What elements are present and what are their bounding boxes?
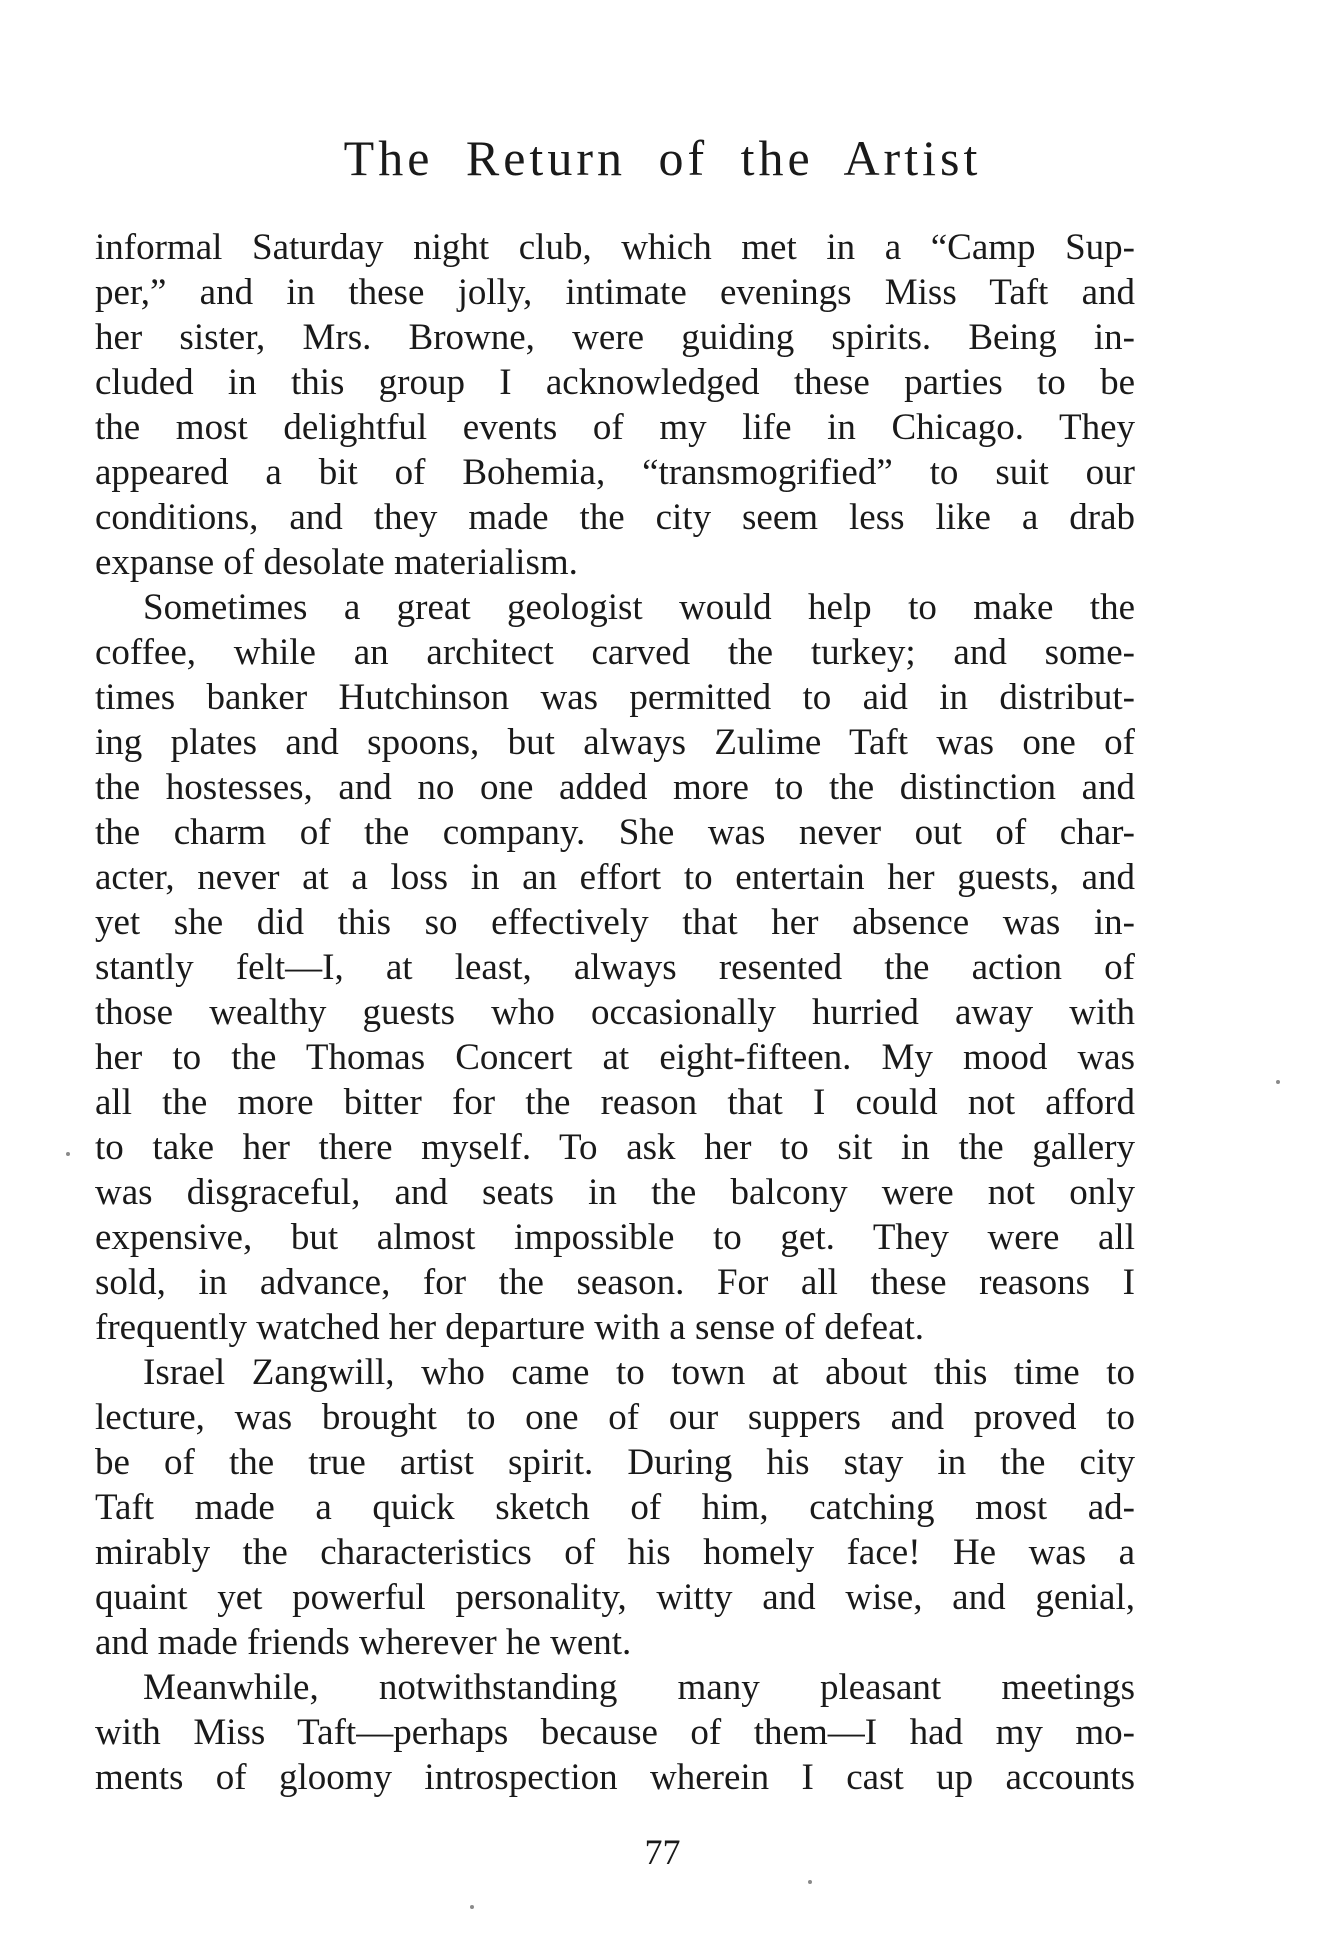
text-line: informal Saturday night club, which met in a “Camp Sup- xyxy=(95,227,1135,268)
text-line: expanse of desolate materialism. xyxy=(95,542,578,583)
scan-speck xyxy=(808,1880,812,1884)
scan-speck xyxy=(470,1905,474,1909)
text-line: per,” and in these jolly, intimate evenings Miss Taft and xyxy=(95,272,1135,313)
text-line: her sister, Mrs. Browne, were guiding spirits. Being in- xyxy=(95,317,1135,358)
text-line: acter, never at a loss in an effort to entertain her guests, and xyxy=(95,857,1135,898)
text-line: sold, in advance, for the season. For all these reasons I xyxy=(95,1262,1135,1303)
text-line: Sometimes a great geologist would help to make the xyxy=(143,587,1135,628)
text-line: quaint yet powerful personality, witty and wise, and genial, xyxy=(95,1577,1135,1618)
text-line: with Miss Taft—perhaps because of them—I had my mo- xyxy=(95,1712,1135,1753)
text-line: ments of gloomy introspection wherein I cast up accounts xyxy=(95,1757,1135,1798)
text-line: Taft made a quick sketch of him, catching most ad- xyxy=(95,1487,1135,1528)
text-line: to take her there myself. To ask her to sit in the gallery xyxy=(95,1127,1135,1168)
paragraph xyxy=(95,225,1135,585)
page-number: 77 xyxy=(644,1832,681,1872)
text-line: was disgraceful, and seats in the balcony were not only xyxy=(95,1172,1135,1213)
text-line: be of the true artist spirit. During his stay in the city xyxy=(95,1442,1135,1483)
text-line: coffee, while an architect carved the turkey; and some- xyxy=(95,632,1135,673)
text-line: Meanwhile, notwithstanding many pleasant meetings xyxy=(143,1667,1135,1708)
scan-speck xyxy=(1276,1080,1280,1084)
text-line: the most delightful events of my life in Chicago. They xyxy=(95,407,1135,448)
text-line: all the more bitter for the reason that I could not afford xyxy=(95,1082,1135,1123)
text-line: cluded in this group I acknowledged these parties to be xyxy=(95,362,1135,403)
text-line: her to the Thomas Concert at eight-fifteen. My mood was xyxy=(95,1037,1135,1078)
text-line: the hostesses, and no one added more to the distinction and xyxy=(95,767,1135,808)
text-line: expensive, but almost impossible to get. They were all xyxy=(95,1217,1135,1258)
text-line: those wealthy guests who occasionally hurried away with xyxy=(95,992,1135,1033)
text-line: yet she did this so effectively that her absence was in- xyxy=(95,902,1135,943)
text-line: Israel Zangwill, who came to town at about this time to xyxy=(143,1352,1135,1393)
text-line: appeared a bit of Bohemia, “transmogrified” to suit our xyxy=(95,452,1135,493)
paragraph xyxy=(95,585,1135,1350)
paragraph xyxy=(95,1350,1135,1665)
text-line: ing plates and spoons, but always Zulime Taft was one of xyxy=(95,722,1135,763)
text-line: frequently watched her departure with a sense of defeat. xyxy=(95,1307,925,1348)
text-line: the charm of the company. She was never out of char- xyxy=(95,812,1135,853)
body-text xyxy=(95,225,1135,1800)
text-line: and made friends wherever he went. xyxy=(95,1622,632,1663)
scan-speck xyxy=(66,1152,70,1156)
paragraph xyxy=(95,1665,1135,1800)
text-line: conditions, and they made the city seem less like a drab xyxy=(95,497,1135,538)
running-head: The Return of the Artist xyxy=(343,130,982,186)
text-line: stantly felt—I, at least, always resented the action of xyxy=(95,947,1135,988)
text-line: times banker Hutchinson was permitted to aid in distribut- xyxy=(95,677,1135,718)
text-line: mirably the characteristics of his homely face! He was a xyxy=(95,1532,1135,1573)
text-line: lecture, was brought to one of our suppers and proved to xyxy=(95,1397,1135,1438)
